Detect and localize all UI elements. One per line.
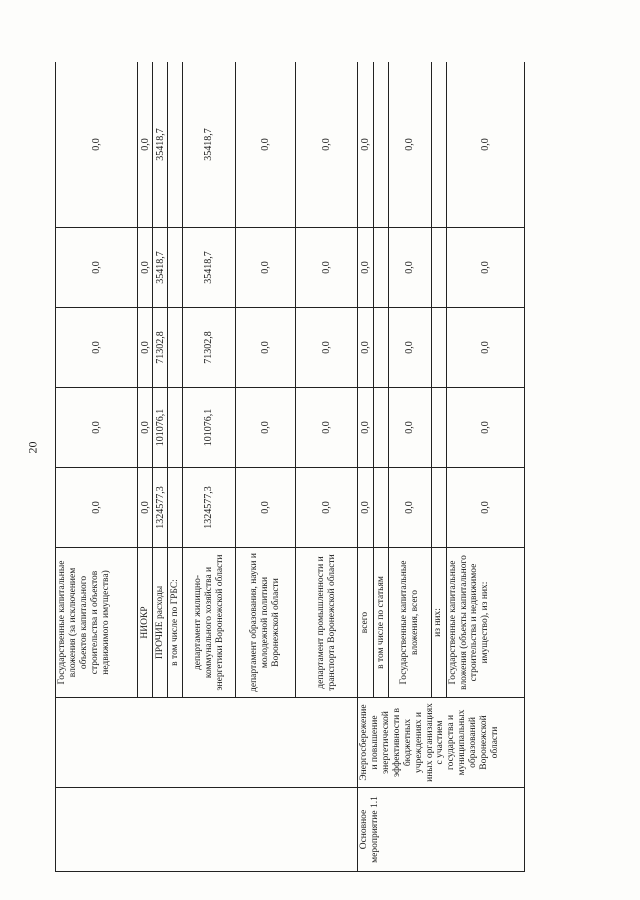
row-value [168, 388, 182, 468]
row-value: 0,0 [138, 308, 153, 388]
row-value: 35418,7 [153, 62, 168, 228]
row-value: 0,0 [138, 468, 153, 548]
row-value [374, 308, 388, 388]
row-label: департамент жилищно-коммунального хозяйства и энергетики Воронежской области [182, 548, 236, 698]
row-label: ПРОЧИЕ расходы [153, 548, 168, 698]
row-value [168, 228, 182, 308]
row-label: в том числе по статьям [374, 548, 388, 698]
row-value: 0,0 [56, 468, 138, 548]
row-value [432, 62, 446, 228]
row-label: Государственные капитальные вложения (за исключением объектов капитального строительства и объектов недвижимого имущества) [56, 548, 138, 698]
row-value: 0,0 [296, 62, 358, 228]
row-label: департамент промышленности и транспорта Воронежской области [296, 548, 358, 698]
row-value: 0,0 [138, 62, 153, 228]
row-value [168, 468, 182, 548]
table-row [357, 62, 373, 872]
row-value [432, 468, 446, 548]
row-value [432, 308, 446, 388]
row-value: 1324577,3 [153, 468, 168, 548]
row-value: 0,0 [446, 388, 524, 468]
budget-table [55, 62, 525, 872]
row-value: 0,0 [56, 308, 138, 388]
row-value: 0,0 [388, 468, 431, 548]
row-label: всего [357, 548, 373, 698]
row-value: 0,0 [446, 468, 524, 548]
row-value [374, 228, 388, 308]
row-value: 101076,1 [182, 388, 236, 468]
row-value: 0,0 [296, 228, 358, 308]
row-value: 0,0 [56, 388, 138, 468]
row-value: 0,0 [56, 62, 138, 228]
row-value: 0,0 [388, 308, 431, 388]
row-value: 0,0 [236, 62, 296, 228]
activity-description: Энергосбережение и повышение энергетической эффективности в бюджетных учреждениях и иных организациях с участием государства и муниципальных образований Воронежской области [357, 698, 524, 788]
row-value: 35418,7 [182, 62, 236, 228]
table-container [55, 62, 525, 872]
section-a-col2 [56, 698, 358, 788]
row-label: Государственные капитальные вложения (объекты капитального строительства и недвижимое имущество), из них: [446, 548, 524, 698]
row-value [374, 468, 388, 548]
row-value: 35418,7 [153, 228, 168, 308]
page-number: 20 [25, 441, 40, 454]
row-value: 0,0 [296, 388, 358, 468]
row-value: 71302,8 [182, 308, 236, 388]
row-label: НИОКР [138, 548, 153, 698]
row-value [374, 62, 388, 228]
row-value: 0,0 [446, 308, 524, 388]
row-value: 0,0 [138, 228, 153, 308]
row-value: 0,0 [357, 388, 373, 468]
row-value: 0,0 [388, 388, 431, 468]
row-value [168, 308, 182, 388]
row-value [168, 62, 182, 228]
row-value: 0,0 [236, 228, 296, 308]
row-value: 0,0 [236, 468, 296, 548]
row-value: 0,0 [357, 468, 373, 548]
row-value: 0,0 [446, 228, 524, 308]
row-label: департамент образования, науки и молодежной политики Воронежской области [236, 548, 296, 698]
row-value: 0,0 [56, 228, 138, 308]
row-value: 0,0 [236, 388, 296, 468]
row-value [432, 228, 446, 308]
row-value: 0,0 [446, 62, 524, 228]
row-label: из них: [432, 548, 446, 698]
row-label: Государственные капитальные вложения, всего [388, 548, 431, 698]
row-value: 1324577,3 [182, 468, 236, 548]
row-value: 0,0 [388, 228, 431, 308]
row-value: 101076,1 [153, 388, 168, 468]
activity-label: Основное мероприятие 1.1 [357, 788, 524, 872]
row-value: 35418,7 [182, 228, 236, 308]
row-value: 0,0 [236, 308, 296, 388]
row-label: в том числе по ГРБС: [168, 548, 182, 698]
table-row [56, 62, 138, 872]
row-value [432, 388, 446, 468]
row-value: 71302,8 [153, 308, 168, 388]
row-value: 0,0 [388, 62, 431, 228]
row-value: 0,0 [296, 468, 358, 548]
row-value: 0,0 [357, 62, 373, 228]
row-value: 0,0 [357, 228, 373, 308]
row-value [374, 388, 388, 468]
row-value: 0,0 [138, 388, 153, 468]
row-value: 0,0 [357, 308, 373, 388]
section-a-col1 [56, 788, 358, 872]
rotated-table [55, 62, 525, 872]
row-value: 0,0 [296, 308, 358, 388]
